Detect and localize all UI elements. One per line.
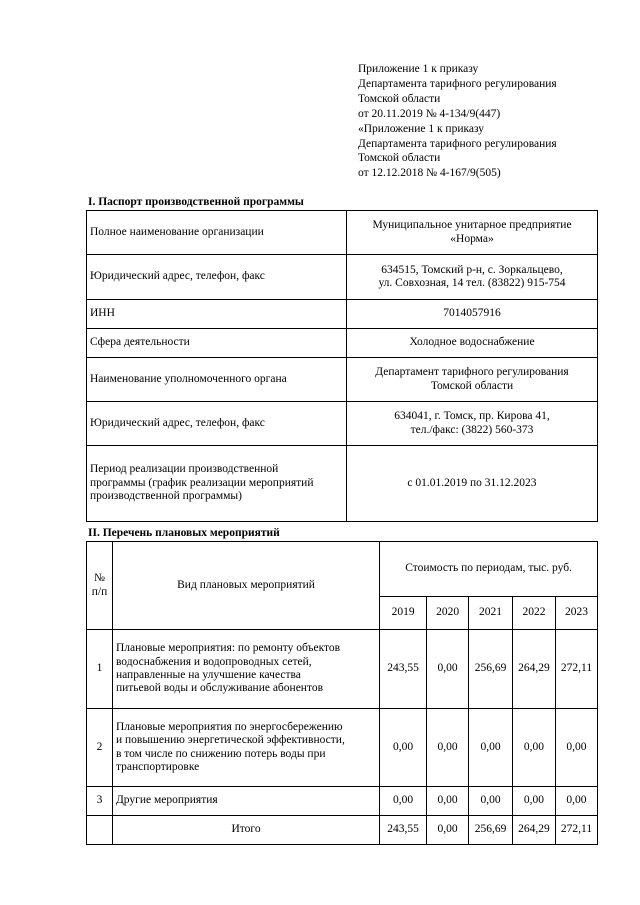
passport-value-line: Томской области <box>430 379 514 392</box>
row-value: 272,11 <box>555 630 597 709</box>
header-year: 2020 <box>427 597 469 630</box>
passport-row <box>87 255 598 300</box>
total-value: 243,55 <box>380 816 427 845</box>
passport-value-line: 634515, Томский р-н, с. Зоркальцево, <box>381 263 563 276</box>
total-row <box>87 816 598 845</box>
passport-label <box>87 446 347 522</box>
passport-label: Юридический адрес, телефон, факс <box>87 255 347 300</box>
row-value: 0,00 <box>380 709 427 787</box>
passport-row <box>87 402 598 446</box>
passport-value-line: «Норма» <box>450 232 494 245</box>
passport-row-period <box>87 446 598 522</box>
row-value: 0,00 <box>427 630 469 709</box>
measures-title: II. Перечень плановых мероприятий <box>88 527 280 539</box>
passport-label: Наименование уполномоченного органа <box>87 358 347 402</box>
row-description-line: транспортировке <box>115 760 200 773</box>
passport-label: Юридический адрес, телефон, факс <box>87 402 347 446</box>
passport-value: Холодное водоснабжение <box>347 329 598 358</box>
appendix-line: Томской области <box>358 92 441 105</box>
row-value: 0,00 <box>555 787 597 816</box>
row-value: 0,00 <box>469 787 513 816</box>
row-value: 264,29 <box>513 630 556 709</box>
passport-value <box>347 255 598 300</box>
passport-value: с 01.01.2019 по 31.12.2023 <box>347 446 598 522</box>
header-year: 2019 <box>380 597 427 630</box>
appendix-line: Приложение 1 к приказу <box>358 63 479 75</box>
passport-row <box>87 300 598 329</box>
appendix-line: «Приложение 1 к приказу <box>358 122 485 135</box>
row-description <box>112 630 379 709</box>
passport-row <box>87 358 598 402</box>
row-description-line: питьевой воды и обслуживание абонентов <box>115 682 324 695</box>
row-value: 256,69 <box>469 630 513 709</box>
total-number-empty <box>87 816 113 845</box>
header-cost: Стоимость по периодам, тыс. руб. <box>380 542 598 597</box>
passport-value-line: Департамент тарифного регулирования <box>375 366 569 379</box>
appendix-line: от 12.12.2018 № 4-167/9(505) <box>358 167 501 180</box>
passport-label: ИНН <box>87 300 347 329</box>
header-year: 2021 <box>469 597 513 630</box>
row-description-line: Плановые мероприятия по энергосбережению <box>115 720 343 733</box>
header-number-line: п/п <box>91 585 108 598</box>
passport-label-line: Период реализации производственной <box>90 463 279 476</box>
header-kind: Вид плановых мероприятий <box>112 542 379 630</box>
row-value: 0,00 <box>513 709 556 787</box>
table-row <box>87 709 598 787</box>
passport-value-line: ул. Совхозная, 14 тел. (83822) 915-754 <box>378 277 566 289</box>
passport-title: I. Паспорт производственной программы <box>88 196 304 208</box>
row-description-line: Плановые мероприятия: по ремонту объектов <box>115 642 341 655</box>
header-number <box>87 542 113 630</box>
passport-value <box>347 402 598 446</box>
appendix-line: Департамента тарифного регулирования <box>358 137 557 150</box>
row-value: 0,00 <box>380 787 427 816</box>
row-description-line: направленные на улучшение качества <box>115 669 301 681</box>
passport-label: Сфера деятельности <box>87 329 347 358</box>
header-year: 2023 <box>555 597 597 630</box>
passport-value-line: тел./факс: (3822) 560-373 <box>410 423 534 436</box>
row-value: 0,00 <box>555 709 597 787</box>
row-number: 1 <box>87 630 113 709</box>
passport-label-line: производственной программы) <box>90 490 242 503</box>
appendix-line: от 20.11.2019 № 4-134/9(447) <box>358 107 501 120</box>
appendix-line: Департамента тарифного регулирования <box>358 77 557 90</box>
total-value: 264,29 <box>513 816 556 845</box>
row-number: 3 <box>87 787 113 816</box>
row-description <box>112 709 379 787</box>
total-label: Итого <box>112 816 379 845</box>
total-value: 256,69 <box>469 816 513 845</box>
row-value: 0,00 <box>427 787 469 816</box>
row-value: 0,00 <box>513 787 556 816</box>
passport-label-line: программы (график реализации мероприятий <box>90 476 314 489</box>
passport-row <box>87 211 598 255</box>
row-value: 0,00 <box>469 709 513 787</box>
passport-value: 7014057916 <box>347 300 598 329</box>
passport-row <box>87 329 598 358</box>
passport-label: Полное наименование организации <box>87 211 347 255</box>
appendix-block <box>358 62 557 181</box>
header-year: 2022 <box>513 597 556 630</box>
row-description-line: водоснабжения и водопроводных сетей, <box>115 655 312 668</box>
row-description: Другие мероприятия <box>112 787 379 816</box>
measures-header-row <box>87 542 598 597</box>
row-value: 243,55 <box>380 630 427 709</box>
table-row <box>87 630 598 709</box>
passport-table <box>86 210 598 522</box>
table-row <box>87 787 598 816</box>
row-description-line: в том числе по снижению потерь воды при <box>115 747 326 760</box>
header-number-line: № <box>93 572 105 585</box>
passport-value <box>347 358 598 402</box>
total-value: 272,11 <box>555 816 597 845</box>
passport-value-line: Муниципальное унитарное предприятие <box>372 219 572 232</box>
passport-value-line: 634041, г. Томск, пр. Кирова 41, <box>394 410 550 423</box>
row-number: 2 <box>87 709 113 787</box>
total-value: 0,00 <box>427 816 469 845</box>
measures-table <box>86 541 598 845</box>
appendix-line: Томской области <box>358 152 441 165</box>
row-description-line: и повышению энергетической эффективности, <box>115 734 345 747</box>
passport-value <box>347 211 598 255</box>
row-value: 0,00 <box>427 709 469 787</box>
